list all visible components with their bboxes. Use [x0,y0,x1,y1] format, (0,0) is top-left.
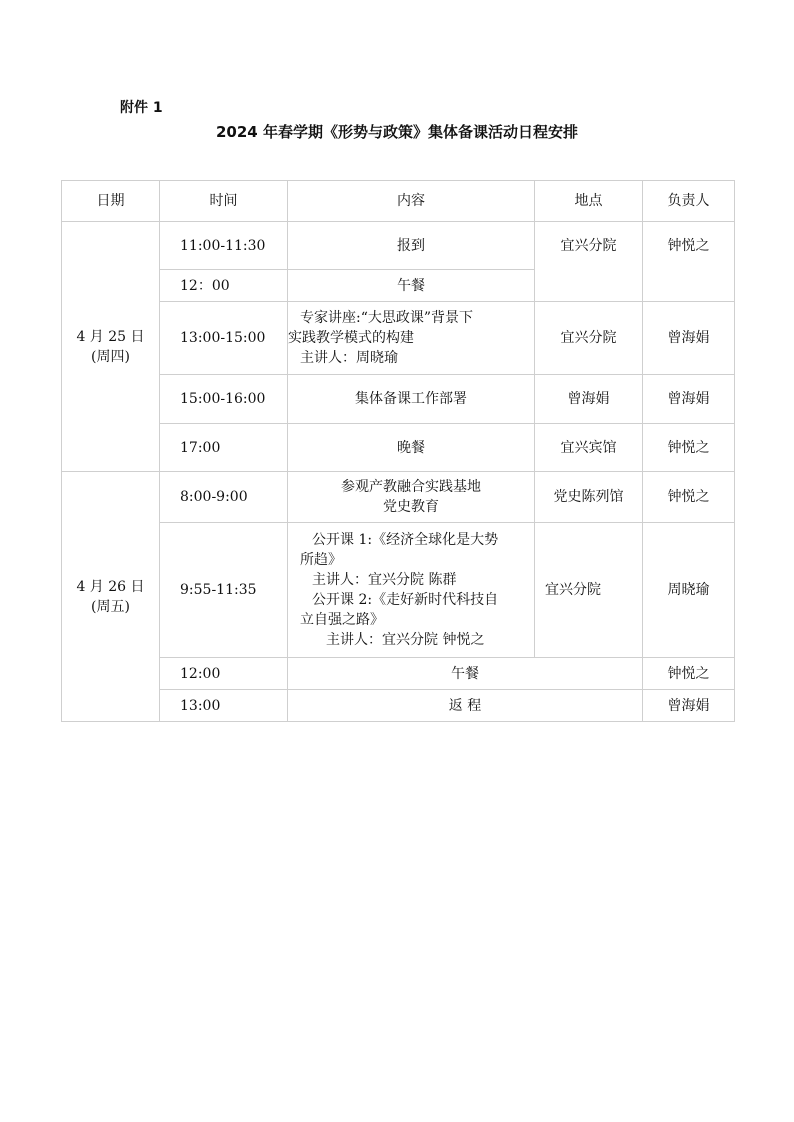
time-cell: 13:00-15:00 [160,302,288,375]
place-cell: 党史陈列馆 [535,472,643,523]
table-row [62,302,735,375]
person-cell: 周晓瑜 [643,523,735,658]
content-line: 公开课 2:《走好新时代科技自 [312,592,499,608]
weekday-line: (周四) [91,348,130,365]
content-line: 所趋》 [300,552,342,568]
content-cell [288,523,535,658]
content-line: 立自强之路》 [300,612,384,628]
content-cell: 返 程 [288,690,643,722]
date-cell-day1 [62,222,160,472]
content-line: 专家讲座:“大思政课”背景下 [300,310,474,326]
schedule-table [61,180,735,722]
header-row [62,181,735,222]
time-cell: 8:00-9:00 [160,472,288,523]
table-row [62,523,735,658]
date-line: 4 月 26 日 [76,578,145,595]
place-cell: 曾海娟 [535,375,643,424]
date-line: 4 月 25 日 [76,328,145,345]
content-line: 公开课 1:《经济全球化是大势 [312,532,499,548]
content-line: 主讲人：宜兴分院 钟悦之 [326,632,485,648]
content-line: 参观产教融合实践基地 [341,479,481,495]
content-line: 实践教学模式的构建 [288,330,414,346]
content-line: 党史教育 [383,499,439,515]
weekday-line: (周五) [91,598,130,615]
table-row [62,375,735,424]
content-cell: 午餐 [288,658,643,690]
time-cell: 12:00 [160,658,288,690]
place-cell: 宜兴分院 [535,302,643,375]
content-line: 主讲人：宜兴分院 陈群 [312,572,457,588]
content-cell: 报到 [288,222,535,270]
content-cell [288,472,535,523]
content-cell: 集体备课工作部署 [288,375,535,424]
person-cell: 钟悦之 [643,222,735,302]
header-person: 负责人 [643,181,735,222]
date-cell-day2 [62,472,160,722]
content-cell [288,302,535,375]
time-cell: 12：00 [160,270,288,302]
person-cell: 钟悦之 [643,472,735,523]
header-place: 地点 [535,181,643,222]
table-row [62,690,735,722]
attachment-label: 附件 1 [120,100,163,116]
time-cell: 9:55-11:35 [160,523,288,658]
place-cell: 宜兴宾馆 [535,424,643,472]
person-cell: 曾海娟 [643,375,735,424]
place-cell: 宜兴分院 [535,222,643,302]
content-cell: 晚餐 [288,424,535,472]
time-cell: 17:00 [160,424,288,472]
page-title: 2024 年春学期《形势与政策》集体备课活动日程安排 [216,123,578,141]
content-cell: 午餐 [288,270,535,302]
header-time: 时间 [160,181,288,222]
person-cell: 曾海娟 [643,302,735,375]
table-row [62,658,735,690]
header-content: 内容 [288,181,535,222]
person-cell: 曾海娟 [643,690,735,722]
table-row [62,472,735,523]
place-cell: 宜兴分院 [535,523,643,658]
time-cell: 11:00-11:30 [160,222,288,270]
table-row [62,222,735,270]
content-line: 主讲人：周晓瑜 [300,350,398,366]
person-cell: 钟悦之 [643,424,735,472]
time-cell: 15:00-16:00 [160,375,288,424]
table-row [62,424,735,472]
header-date: 日期 [62,181,160,222]
time-cell: 13:00 [160,690,288,722]
person-cell: 钟悦之 [643,658,735,690]
